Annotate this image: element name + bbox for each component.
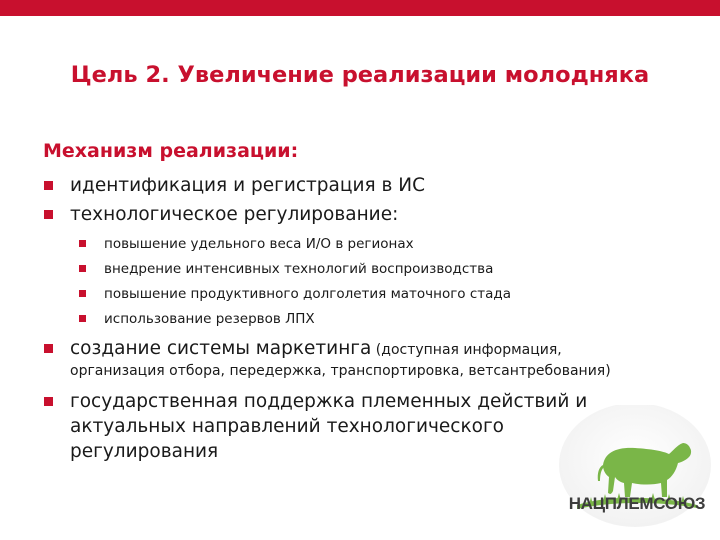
list-item-text: государственная поддержка племенных действий и xyxy=(70,391,588,412)
list-item xyxy=(0,175,720,199)
square-bullet-icon xyxy=(44,181,53,190)
sub-list-item-text: использование резервов ЛПХ xyxy=(104,311,315,327)
list-item-main-text: создание системы маркетинга xyxy=(70,338,372,359)
sub-list-item xyxy=(0,261,720,279)
list-item-text xyxy=(70,338,562,359)
square-bullet-icon xyxy=(79,240,86,247)
logo-text: НАЦПЛЕМСОЮЗ xyxy=(568,494,706,513)
slide-title: Цель 2. Увеличение реализации молодняка xyxy=(70,62,650,88)
sub-list-item-text: внедрение интенсивных технологий воспроизводства xyxy=(104,261,494,277)
slide-subtitle: Механизм реализации: xyxy=(43,140,299,162)
sub-list-item xyxy=(0,236,720,254)
list-item xyxy=(0,204,720,228)
sub-list-item-text: повышение продуктивного долголетия маточного стада xyxy=(104,286,512,302)
list-item-continuation: актуальных направлений технологического xyxy=(70,416,504,437)
list-item-continuation: регулирования xyxy=(70,441,219,462)
natsplemsoyuz-logo xyxy=(555,405,715,535)
list-item-continuation: организация отбора, передержка, транспортировка, ветсантребования) xyxy=(70,363,611,379)
square-bullet-icon xyxy=(79,265,86,272)
square-bullet-icon xyxy=(44,210,53,219)
list-item-note: (доступная информация, xyxy=(371,342,562,358)
square-bullet-icon xyxy=(44,397,53,406)
square-bullet-icon xyxy=(79,315,86,322)
list-item xyxy=(0,338,720,362)
square-bullet-icon xyxy=(44,344,53,353)
list-item-text: технологическое регулирование: xyxy=(70,204,399,225)
sub-list-item xyxy=(0,311,720,329)
top-accent-bar xyxy=(0,0,720,16)
sub-list-item xyxy=(0,286,720,304)
sub-list-item-text: повышение удельного веса И/О в регионах xyxy=(104,236,414,252)
list-item-text: идентификация и регистрация в ИС xyxy=(70,175,426,196)
square-bullet-icon xyxy=(79,290,86,297)
